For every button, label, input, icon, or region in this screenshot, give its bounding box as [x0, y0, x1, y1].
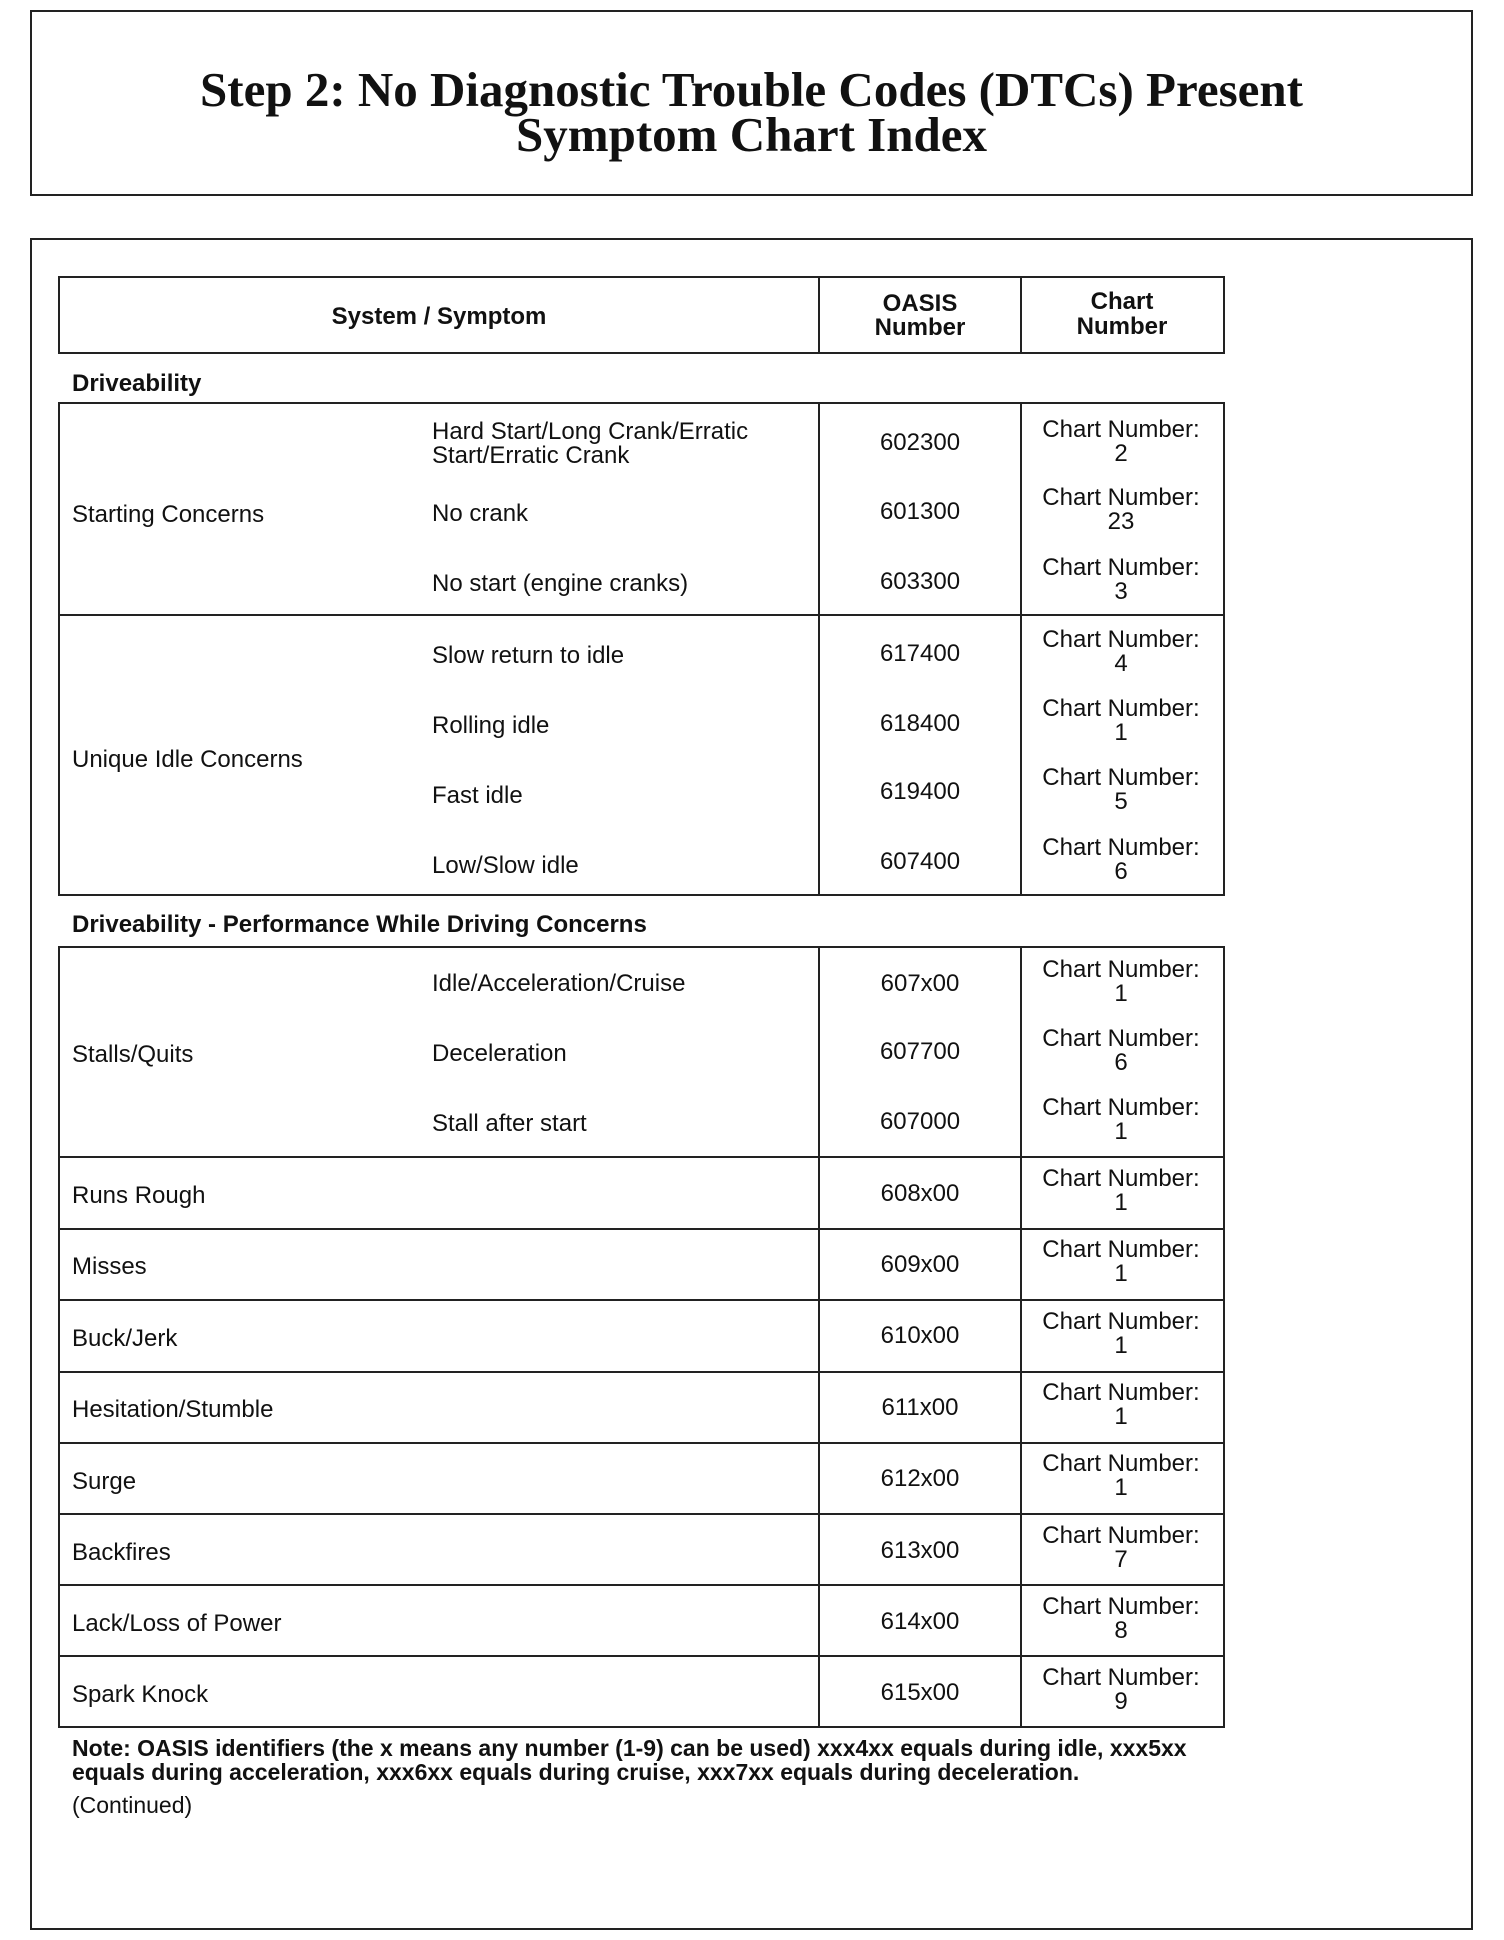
column-header-system-symptom: System / Symptom [331, 303, 547, 330]
chart-number-value: 3 [1114, 578, 1128, 605]
oasis-number: 607400 [879, 848, 961, 875]
category-unique-idle-concerns: Unique Idle Concerns [72, 746, 303, 773]
column-header-oasis-line1: OASIS [882, 290, 958, 317]
symptom-spark-knock: Spark Knock [72, 1681, 209, 1708]
symptom-no-start: No start (engine cranks) [432, 570, 689, 597]
oasis-number: 611x00 [881, 1394, 959, 1421]
chart-number-value: 23 [1107, 508, 1135, 535]
chart-number-cell [1022, 1524, 1220, 1572]
page-title: Step 2: No Diagnostic Trouble Codes (DTCs) Present [200, 62, 1303, 117]
oasis-number: 607700 [879, 1038, 961, 1065]
chart-number-value: 6 [1114, 1049, 1128, 1076]
section-title-driveability: Driveability [72, 370, 202, 397]
chart-number-label: Chart Number: [1042, 416, 1200, 443]
oasis-number: 619400 [879, 778, 961, 805]
chart-number-cell [1022, 766, 1220, 814]
chart-number-value: 9 [1114, 1688, 1128, 1715]
group1-bottom-border [59, 894, 1225, 896]
group2-bottom-border [59, 1726, 1225, 1728]
oasis-number: 618400 [879, 710, 961, 737]
chart-number-cell [1022, 1238, 1220, 1286]
oasis-number: 601300 [879, 498, 961, 525]
symptom-stall-after-start: Stall after start [432, 1110, 587, 1137]
section-title-performance: Driveability - Performance While Driving Concerns [72, 911, 647, 938]
column-header-chart-line1: Chart [1090, 288, 1154, 315]
column-header-chart-line2: Number [1076, 313, 1168, 340]
chart-number-value: 1 [1114, 1474, 1128, 1501]
chart-number-cell [1022, 1595, 1220, 1643]
symptom-runs-rough: Runs Rough [72, 1182, 206, 1209]
chart-number-cell [1022, 1452, 1220, 1500]
symptom-deceleration: Deceleration [432, 1040, 567, 1067]
symptom-hesitation-stumble: Hesitation/Stumble [72, 1396, 274, 1423]
chart-number-label: Chart Number: [1042, 1025, 1200, 1052]
footnote-line2: equals during acceleration, xxx6xx equals during cruise, xxx7xx equals during deceleration. [72, 1759, 1080, 1785]
chart-number-cell [1022, 1666, 1220, 1714]
chart-number-cell [1022, 418, 1220, 466]
header-right-border [1223, 276, 1225, 354]
category-stalls-quits: Stalls/Quits [72, 1041, 194, 1068]
chart-number-label: Chart Number: [1042, 695, 1200, 722]
continued-label: (Continued) [72, 1792, 193, 1818]
chart-number-label: Chart Number: [1042, 956, 1200, 983]
chart-number-value: 6 [1114, 858, 1128, 885]
title-box [30, 10, 1473, 196]
chart-number-cell [1022, 1096, 1220, 1144]
oasis-number: 607x00 [880, 970, 960, 997]
chart-number-cell [1022, 556, 1220, 604]
chart-number-value: 8 [1114, 1617, 1128, 1644]
chart-number-label: Chart Number: [1042, 764, 1200, 791]
chart-number-cell [1022, 1027, 1220, 1075]
symptom-lack-loss-of-power: Lack/Loss of Power [72, 1610, 282, 1637]
chart-number-label: Chart Number: [1042, 1379, 1200, 1406]
chart-number-cell [1022, 1310, 1220, 1358]
chart-number-cell [1022, 697, 1220, 745]
chart-number-label: Chart Number: [1042, 1094, 1200, 1121]
group1-left-border [58, 402, 60, 896]
header-top-border [59, 276, 1225, 278]
chart-number-value: 1 [1114, 1189, 1128, 1216]
chart-number-value: 5 [1114, 788, 1128, 815]
group1-middle-border [59, 614, 1225, 616]
group2-row-border [59, 1655, 1225, 1657]
group2-right-border [1223, 946, 1225, 1728]
group2-row-border [59, 1584, 1225, 1586]
chart-number-label: Chart Number: [1042, 1236, 1200, 1263]
chart-number-label: Chart Number: [1042, 1308, 1200, 1335]
oasis-number: 602300 [879, 429, 961, 456]
symptom-fast-idle: Fast idle [432, 782, 523, 809]
chart-number-cell [1022, 486, 1220, 534]
chart-number-value: 1 [1114, 1332, 1128, 1359]
group1-top-border [59, 402, 1225, 404]
oasis-number: 607000 [879, 1108, 961, 1135]
chart-number-value: 1 [1114, 1118, 1128, 1145]
oasis-number: 609x00 [880, 1251, 960, 1278]
oasis-number: 614x00 [880, 1608, 960, 1635]
symptom-hard-start-line1: Hard Start/Long Crank/Erratic [432, 418, 749, 445]
group2-top-border [59, 946, 1225, 948]
chart-number-label: Chart Number: [1042, 1593, 1200, 1620]
group2-row-border [59, 1156, 1225, 1158]
chart-number-value: 1 [1114, 1260, 1128, 1287]
chart-number-value: 1 [1114, 980, 1128, 1007]
category-starting-concerns: Starting Concerns [72, 501, 265, 528]
chart-number-cell [1022, 628, 1220, 676]
chart-number-value: 1 [1114, 1403, 1128, 1430]
column-header-oasis-line2: Number [874, 314, 966, 341]
page-subtitle: Symptom Chart Index [516, 107, 987, 162]
chart-number-label: Chart Number: [1042, 1165, 1200, 1192]
chart-number-label: Chart Number: [1042, 484, 1200, 511]
symptom-backfires: Backfires [72, 1539, 171, 1566]
group2-row-border [59, 1513, 1225, 1515]
footnote-line1: Note: OASIS identifiers (the x means any number (1-9) can be used) xxx4xx equals during idle, xxx5xx [72, 1735, 1187, 1761]
chart-number-value: 2 [1114, 440, 1128, 467]
group1-right-border [1223, 402, 1225, 896]
symptom-rolling-idle: Rolling idle [432, 712, 550, 739]
oasis-number: 603300 [879, 568, 961, 595]
oasis-number: 608x00 [880, 1180, 960, 1207]
symptom-no-crank: No crank [432, 500, 529, 527]
symptom-surge: Surge [72, 1468, 137, 1495]
group2-row-border [59, 1299, 1225, 1301]
content-frame [30, 238, 1473, 1930]
group2-row-border [59, 1442, 1225, 1444]
chart-number-cell [1022, 1381, 1220, 1429]
chart-number-label: Chart Number: [1042, 1664, 1200, 1691]
chart-number-label: Chart Number: [1042, 554, 1200, 581]
symptom-hard-start-line2: Start/Erratic Crank [432, 442, 630, 469]
chart-number-cell [1022, 836, 1220, 884]
chart-number-cell [1022, 958, 1220, 1006]
chart-number-cell [1022, 1167, 1220, 1215]
group2-left-border [58, 946, 60, 1728]
group2-row-border [59, 1371, 1225, 1373]
symptom-low-slow-idle: Low/Slow idle [432, 852, 579, 879]
footnote [72, 1736, 1432, 1784]
symptom-misses: Misses [72, 1253, 147, 1280]
symptom-slow-return-to-idle: Slow return to idle [432, 642, 625, 669]
symptom-buck-jerk: Buck/Jerk [72, 1325, 178, 1352]
chart-number-value: 7 [1114, 1546, 1128, 1573]
oasis-number: 617400 [879, 640, 961, 667]
chart-number-value: 1 [1114, 719, 1128, 746]
oasis-number: 610x00 [880, 1322, 960, 1349]
chart-number-label: Chart Number: [1042, 834, 1200, 861]
chart-number-value: 4 [1114, 650, 1128, 677]
chart-number-label: Chart Number: [1042, 1522, 1200, 1549]
oasis-number: 615x00 [880, 1679, 960, 1706]
header-bottom-border [59, 352, 1225, 354]
chart-number-label: Chart Number: [1042, 1450, 1200, 1477]
symptom-idle-acceleration-cruise: Idle/Acceleration/Cruise [432, 970, 686, 997]
group2-row-border [59, 1228, 1225, 1230]
chart-number-label: Chart Number: [1042, 626, 1200, 653]
oasis-number: 613x00 [880, 1537, 960, 1564]
oasis-number: 612x00 [880, 1465, 960, 1492]
